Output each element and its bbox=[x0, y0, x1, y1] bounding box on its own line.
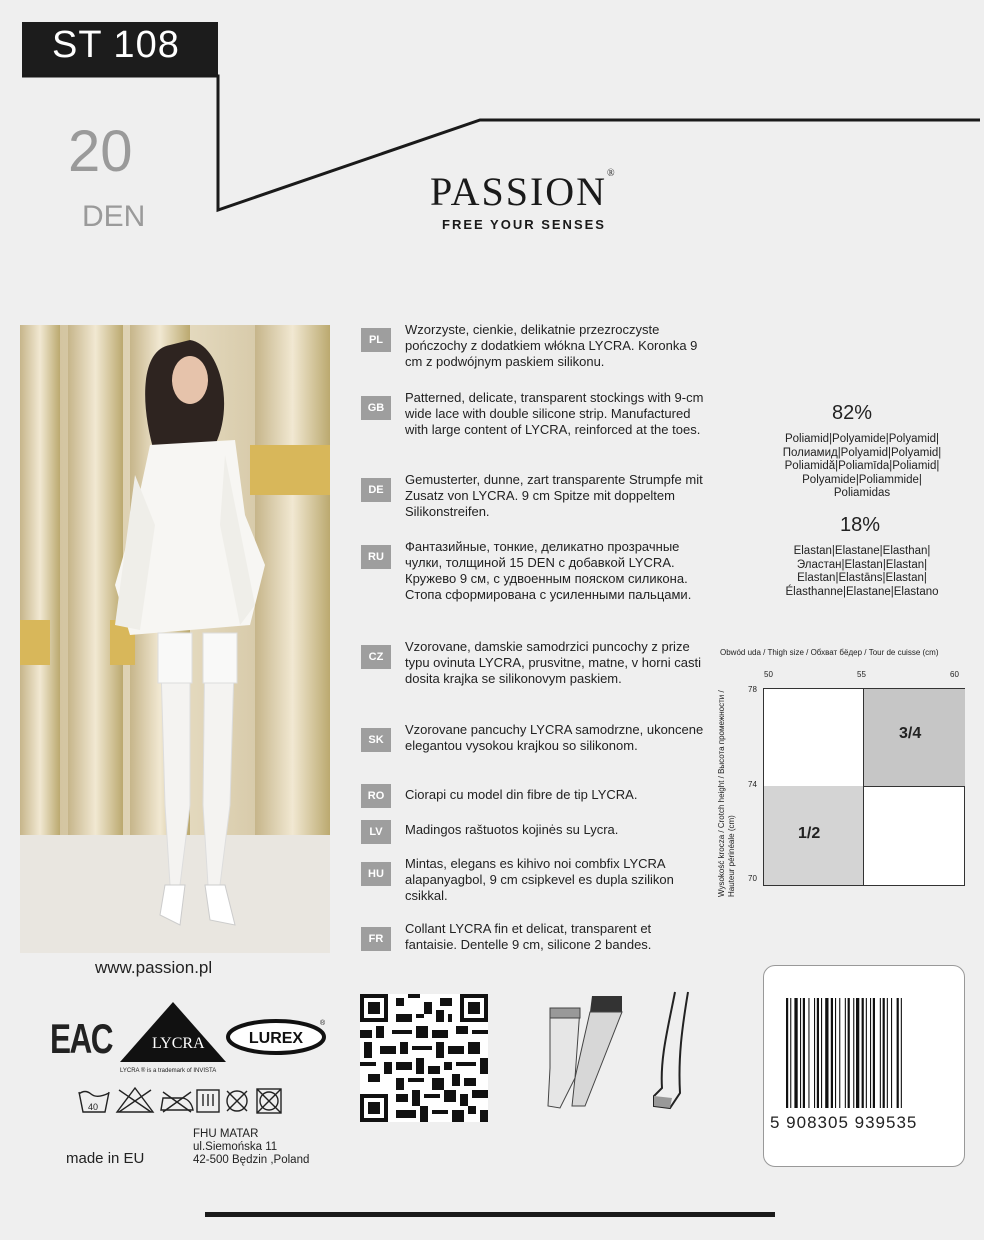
size-tick-55: 55 bbox=[857, 670, 866, 679]
barcode-bar bbox=[821, 998, 822, 1108]
description-hu: Mintas, elegans es kihivo noi combfix LYCRA alapanyagbol, 9 cm csipkevel es dupla szilikon csikkal. bbox=[405, 856, 674, 903]
brand-name: PASSION bbox=[430, 169, 608, 214]
barcode-bar bbox=[814, 998, 815, 1108]
brand-registered: ® bbox=[607, 168, 617, 179]
barcode-bar bbox=[794, 998, 797, 1108]
barcode-bar bbox=[862, 998, 864, 1108]
polyamide-line: Poliamidas bbox=[833, 487, 891, 499]
size-tick-50: 50 bbox=[764, 670, 773, 679]
barcode-bar bbox=[839, 998, 840, 1108]
lang-code-lv: LV bbox=[361, 820, 391, 844]
website-url: www.passion.pl bbox=[95, 958, 213, 977]
barcode-bar bbox=[800, 998, 801, 1108]
polyamide-line: Полиамид|Polyamid|Polyamid| bbox=[782, 446, 942, 459]
elastane-line: Élasthanne|Elastane|Elastano bbox=[785, 585, 939, 598]
address-company: FHU MATAR bbox=[193, 1128, 259, 1140]
no-dry-clean-icon bbox=[227, 1091, 247, 1111]
description-de: Gemusterter, dunne, zart transparente Strumpfe mit Zusatz von LYCRA. 9 cm Spitze mit doppeltem Silikonstreifen. bbox=[405, 472, 703, 519]
elastane-line: Elastan|Elastāns|Elastan| bbox=[797, 572, 927, 584]
den-label: DEN bbox=[82, 200, 146, 233]
barcode-icon bbox=[786, 998, 946, 1108]
size-chart-top-label: Obwód uda / Thigh size / Обхват бёдер / Tour de cuisse (cm) bbox=[720, 648, 939, 657]
barcode-bar bbox=[786, 998, 788, 1108]
barcode-bar bbox=[856, 998, 859, 1108]
size-chart-side-label: Wysokość krocza / Crotch height / Высота промежности / Hauteur périnéale (cm) bbox=[717, 690, 736, 897]
barcode-bar bbox=[901, 998, 902, 1108]
barcode-bar bbox=[897, 998, 899, 1108]
size-tick-74: 74 bbox=[748, 780, 757, 789]
lang-code-hu: HU bbox=[361, 862, 391, 886]
brand-logo bbox=[430, 168, 617, 215]
barcode-bar bbox=[825, 998, 828, 1108]
polyamide-line: Poliamidă|Poliamīda|Poliamid| bbox=[784, 460, 940, 472]
lycra-logo bbox=[118, 1000, 228, 1070]
lycra-logo-reg: ® bbox=[204, 1045, 210, 1052]
lang-code-cz: CZ bbox=[361, 645, 391, 669]
description-ru: Фантазийные, тонкие, деликатно прозрачные чулки, толщиной 15 DEN с добавкой LYCRA. Кружево 9 см, с удвоенным пояском силикона. Стопа сформирована с усиленными пальцами. bbox=[405, 539, 692, 602]
barcode-panel bbox=[763, 965, 965, 1167]
size-tick-78: 78 bbox=[748, 685, 757, 694]
polyamide-percent: 82% bbox=[832, 402, 873, 424]
drip-dry-icon bbox=[197, 1090, 219, 1112]
den-value: 20 bbox=[68, 119, 133, 184]
size-tick-60: 60 bbox=[950, 670, 959, 679]
eac-logo: EAC bbox=[50, 1015, 113, 1062]
lang-code-ro: RO bbox=[361, 784, 391, 808]
polyamide-line: Poliamid|Polyamide|Polyamid| bbox=[784, 433, 940, 445]
lang-code-pl: PL bbox=[361, 328, 391, 352]
no-iron-icon bbox=[161, 1092, 193, 1112]
barcode-bar bbox=[848, 998, 850, 1108]
barcode-bar bbox=[845, 998, 846, 1108]
description-ro: Ciorapi cu model din fibre de tip LYCRA. bbox=[405, 787, 638, 802]
description-fr: Collant LYCRA fin et delicat, transparent et fantaisie. Dentelle 9 cm, silicone 2 bandes. bbox=[405, 921, 652, 952]
description-cz: Vzorovane, damskie samodrzici puncochy z prize typu ovinuta LYCRA, prusvitne, matne, v horni casti dosita krajka se silikonovym paskiem. bbox=[405, 639, 702, 686]
no-bleach-icon bbox=[117, 1088, 153, 1112]
barcode-bar bbox=[790, 998, 791, 1108]
model-number: ST 108 bbox=[52, 24, 180, 66]
size-tick-70: 70 bbox=[748, 874, 757, 883]
wash-temp: 40 bbox=[88, 1102, 99, 1112]
lurex-logo bbox=[224, 1015, 334, 1057]
polyamide-names bbox=[762, 433, 962, 501]
stocking-legs-icon bbox=[530, 988, 630, 1120]
product-photo bbox=[20, 325, 330, 953]
barcode-bar bbox=[883, 998, 885, 1108]
description-lv: Madingos raštuotos kojinės su Lycra. bbox=[405, 822, 619, 837]
no-tumble-dry-icon bbox=[257, 1089, 281, 1113]
description-sk: Vzorovane pancuchy LYCRA samodrzne, ukoncene elegantou vysokou krajkou so silikonom. bbox=[405, 722, 704, 753]
barcode-bar bbox=[835, 998, 836, 1108]
lycra-logo-text: LYCRA bbox=[152, 1035, 205, 1052]
size-label-3-4: 3/4 bbox=[899, 725, 922, 742]
lurex-logo-text: LUREX bbox=[248, 1030, 304, 1047]
lang-code-gb: GB bbox=[361, 396, 391, 420]
barcode-bar bbox=[817, 998, 819, 1108]
barcode-bar bbox=[831, 998, 833, 1108]
lang-code-de: DE bbox=[361, 478, 391, 502]
made-in-label: made in EU bbox=[66, 1150, 145, 1167]
stocking-foot-icon bbox=[640, 988, 700, 1120]
description-gb: Patterned, delicate, transparent stockings with 9-cm wide lace with double silicone strip. Manufactured with large content of LYCRA, reinforced at the toes. bbox=[405, 390, 704, 437]
barcode-bar bbox=[853, 998, 854, 1108]
footer-line bbox=[205, 1212, 775, 1217]
barcode-bar bbox=[891, 998, 892, 1108]
elastane-line: Elastan|Elastane|Elasthan| bbox=[793, 545, 931, 557]
address-street: ul.Siemońska 11 bbox=[193, 1141, 278, 1153]
barcode-bar bbox=[870, 998, 871, 1108]
polyamide-line: Polyamide|Poliammide| bbox=[802, 473, 922, 486]
elastane-percent: 18% bbox=[840, 514, 881, 536]
qr-code bbox=[360, 994, 488, 1122]
size-label-1-2: 1/2 bbox=[798, 825, 821, 842]
barcode-bar bbox=[808, 998, 809, 1108]
size-chart-grid bbox=[763, 688, 965, 886]
lang-code-fr: FR bbox=[361, 927, 391, 951]
barcode-bar bbox=[803, 998, 805, 1108]
barcode-bar bbox=[866, 998, 867, 1108]
lang-code-sk: SK bbox=[361, 728, 391, 752]
brand-tagline: FREE YOUR SENSES bbox=[442, 217, 606, 232]
lurex-logo-reg: ® bbox=[320, 1020, 326, 1027]
lang-code-ru: RU bbox=[361, 545, 391, 569]
barcode-bar bbox=[873, 998, 875, 1108]
address-city: 42-500 Będzin ,Poland bbox=[193, 1154, 310, 1166]
care-symbols bbox=[75, 1082, 295, 1122]
barcode-bar bbox=[887, 998, 888, 1108]
barcode-bar bbox=[880, 998, 881, 1108]
lycra-trademark-note: LYCRA ® is a trademark of INVISTA bbox=[120, 1068, 217, 1074]
wash-40-icon bbox=[79, 1092, 109, 1113]
elastane-names bbox=[762, 545, 962, 599]
description-pl: Wzorzyste, cienkie, delikatnie przezroczyste pończochy z dodatkiem włókna LYCRA. Koronka 9 cm z podwójnym paskiem silikonu. bbox=[405, 322, 698, 369]
barcode-number: 5 908305 939535 bbox=[770, 1113, 918, 1132]
elastane-line: Эластан|Elastan|Elastan| bbox=[796, 558, 928, 571]
